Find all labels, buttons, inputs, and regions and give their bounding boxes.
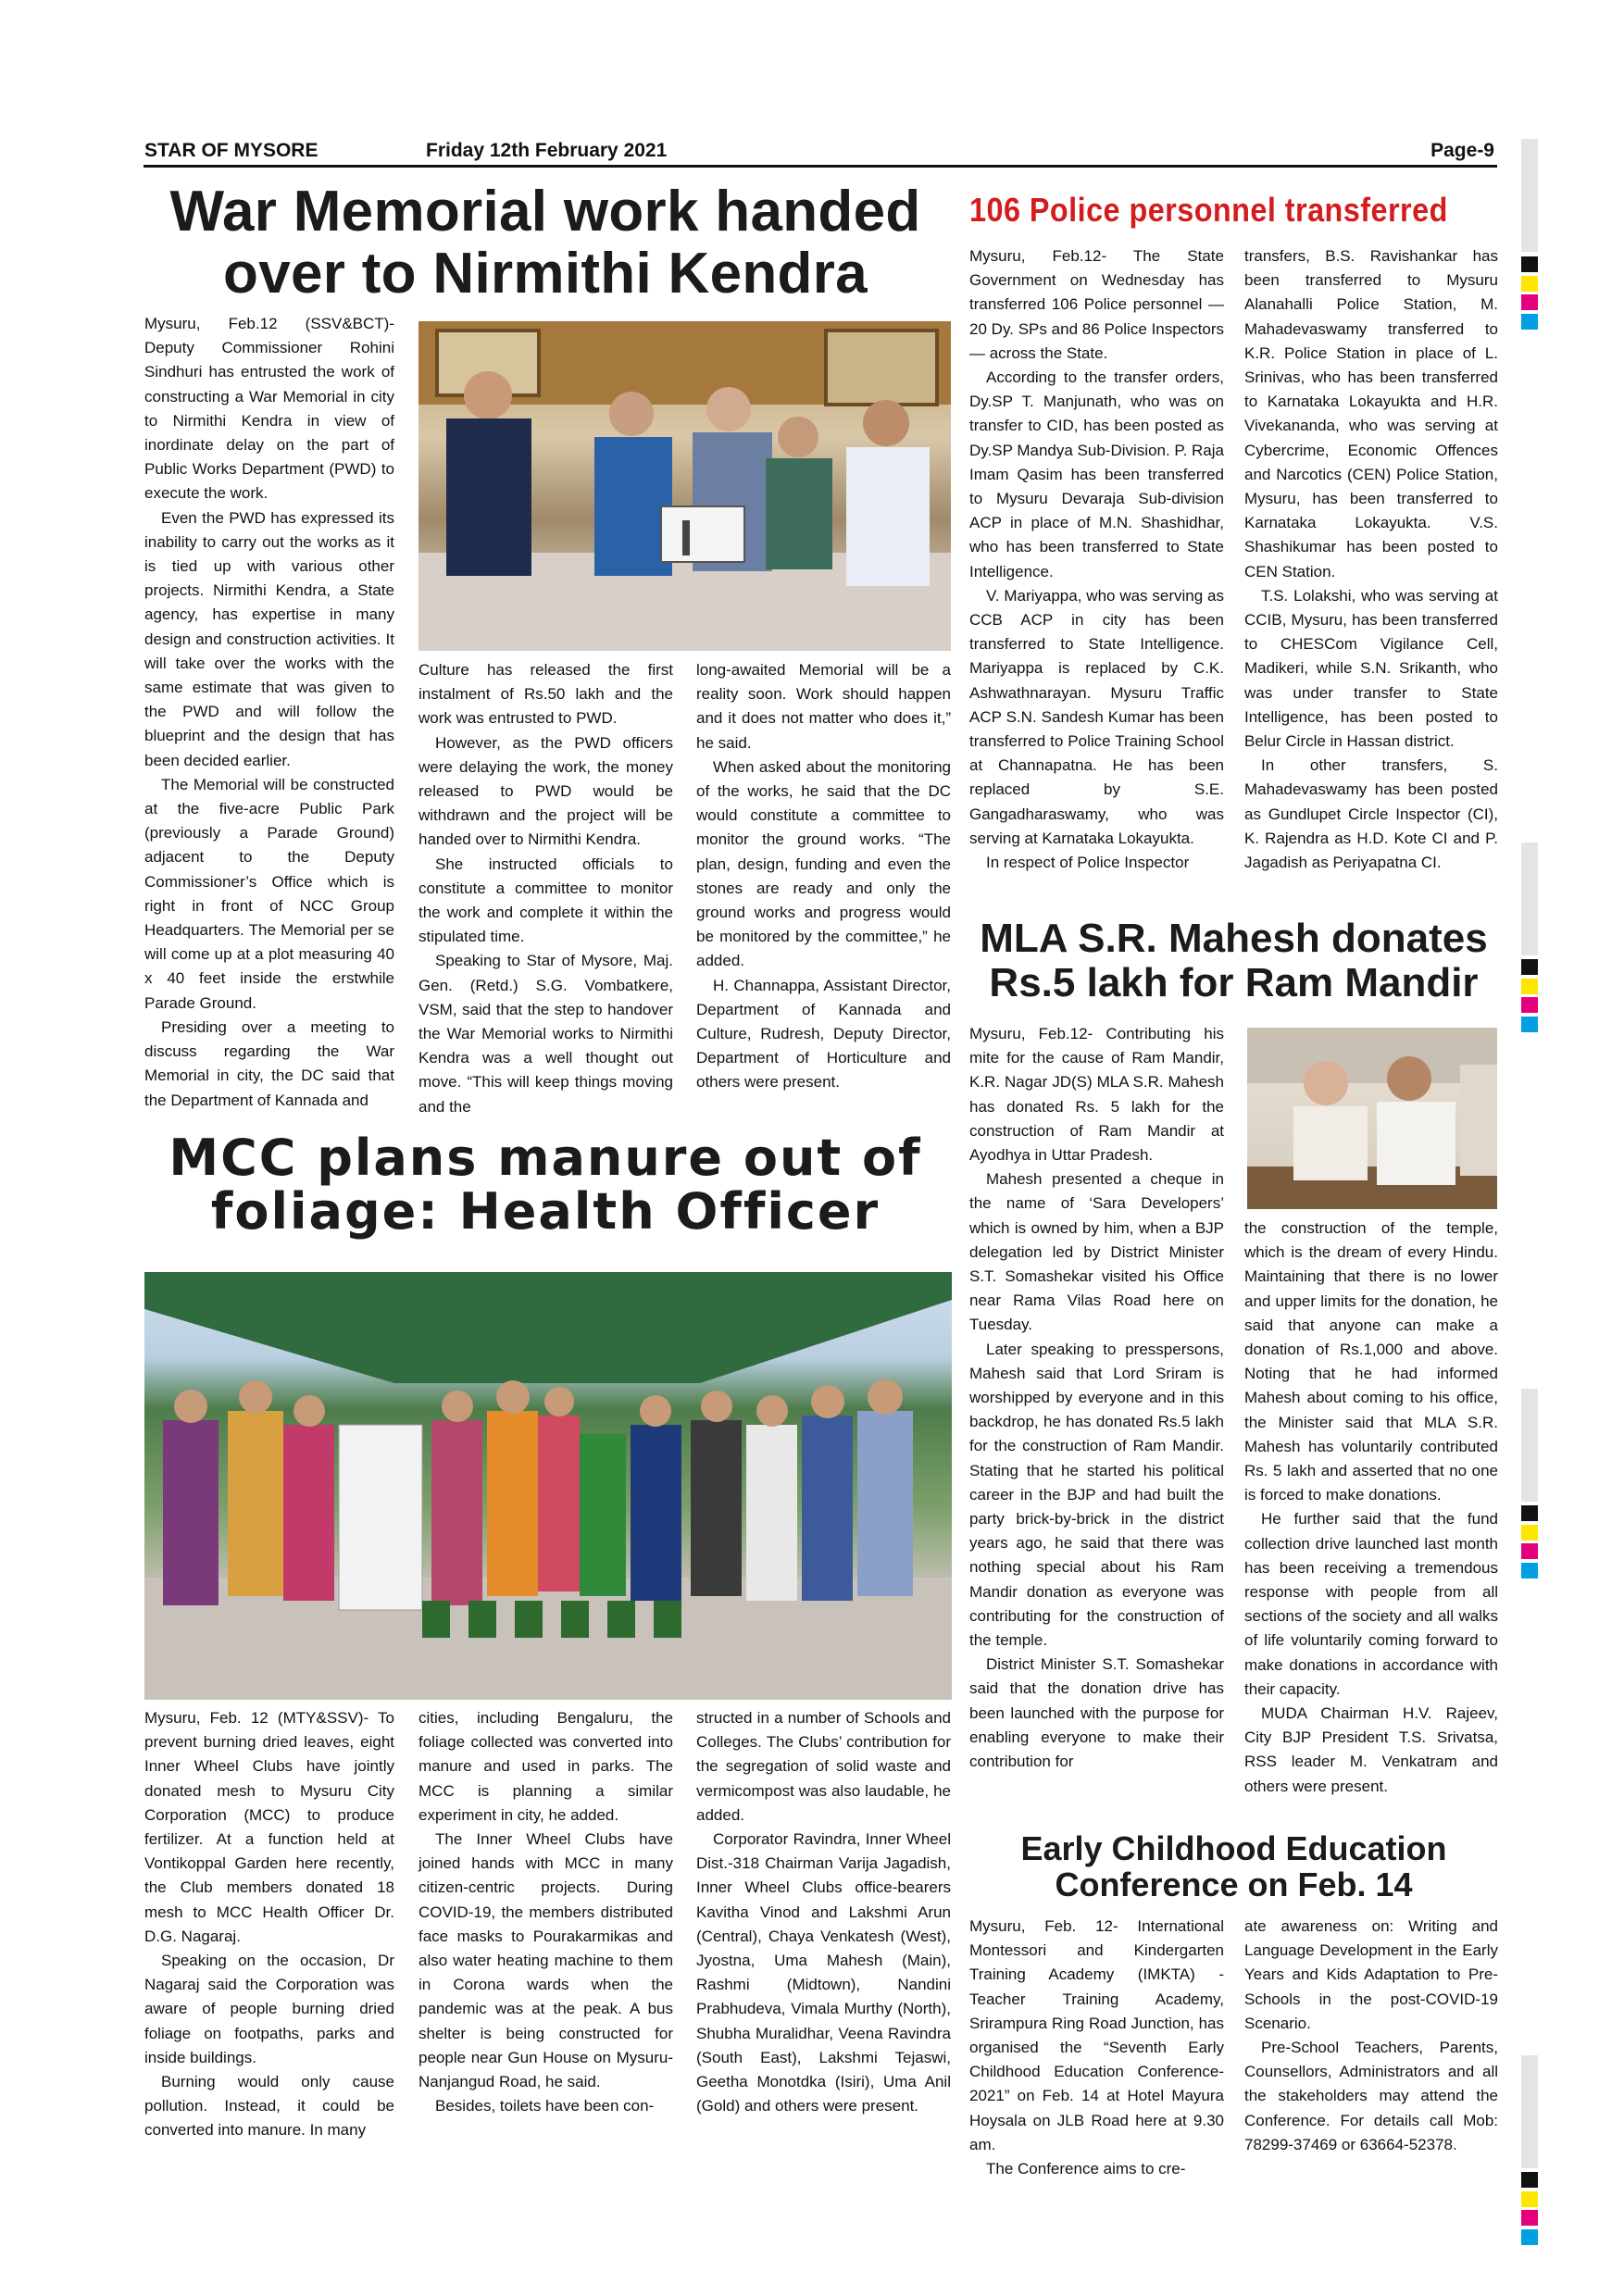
paragraph: The Inner Wheel Clubs have joined hands with MCC in many citizen-centric projects. During COVID-19, the members distributed face masks to Pourakarmikas and also water heating machine to them in Corona wards when the pandemic was at the peak. A bus shelter is being constructed for people near Gun House on Mysuru-Nanjangud Road, he said. xyxy=(418,1830,673,2091)
early-childhood-column-2 xyxy=(1244,1915,1498,2157)
mcc-headline: MCC plans manure out of foliage: Health Officer xyxy=(169,1129,922,1242)
mcc-column-3 xyxy=(696,1706,951,2118)
paragraph: Presiding over a meeting to discuss regarding the War Memorial in city, the DC said that the Department of Kannada and xyxy=(144,1017,394,1109)
paragraph: long-awaited Memorial will be a reality soon. Work should happen and it does not matter who does it,” he said. xyxy=(696,661,951,752)
paragraph: Pre-School Teachers, Parents, Counsellors, Administrators and all the stakeholders may attend the Conference. For details call Mob: 78299-37469 or 63664-52378. xyxy=(1244,2039,1498,2153)
paragraph: Culture has released the first instalment of Rs.50 lakh and the work was entrusted to PWD. xyxy=(418,661,673,728)
paragraph: Later speaking to presspersons, Mahesh said that Lord Sriram is worshipped by everyone and in this backdrop, he has donated Rs.5 lakh for the construction of Ram Mandir. Stating that he started his political career in the BJP and had built the party brick-by-brick in the district years ago, he said that there was nothing special about his Ram Mandir donation as everyone was contributing for the construction of the temple. xyxy=(969,1340,1224,1650)
paragraph: Mysuru, Feb.12 (SSV&BCT)- Deputy Commissioner Rohini Sindhuri has entrusted the work of constructing a War Memorial in city to Nirmithi Kendra in view of inordinate delay on the part of Public Works Department (PWD) to execute the work. xyxy=(144,315,394,503)
war-memorial-headline: War Memorial work handed over to Nirmithi Kendra xyxy=(169,180,921,306)
mla-headline: MLA S.R. Mahesh donates Rs.5 lakh for Ram Mandir xyxy=(980,916,1488,1005)
paragraph: She instructed officials to constitute a committee to monitor the work and complete it within the stipulated time. xyxy=(418,855,673,946)
paragraph: He further said that the fund collection drive launched last month has been receiving a tremendous response with people from all sections of the society and all walks of life voluntarily coming forward to make donations in accordance with their capacity. xyxy=(1244,1510,1498,1698)
paragraph: Burning would only cause pollution. Instead, it could be converted into manure. In many xyxy=(144,2073,394,2140)
paragraph: Speaking on the occasion, Dr Nagaraj said the Corporation was aware of people burning dried foliage on footpaths, parks and inside buildings. xyxy=(144,1952,394,2066)
paragraph: Mysuru, Feb. 12 (MTY&SSV)- To prevent burning dried leaves, eight Inner Wheel Clubs have jointly donated mesh to Mysuru City Corporation (MCC) to produce fertilizer. At a function held at Vontikoppal Garden here recently, the Club members donated 18 mesh to MCC Health Officer Dr. D.G. Nagaraj. xyxy=(144,1709,394,1945)
war-memorial-column-2 xyxy=(418,658,673,1119)
paragraph: transfers, B.S. Ravishankar has been transferred to Mysuru Alanahalli Police Station, M. Mahadevaswamy transferred to K.R. Police Station in place of L. Srinivas, who has been transferred to Karnataka Lokayukta and H.R. Vivekananda, who was serving at Cybercrime, Economic Offences and Narcotics (CEN) Police Station, Mysuru, has been transferred to Karnataka Lokayukta. V.S. Shashikumar has been posted to CEN Station. xyxy=(1244,247,1498,580)
issue-date: Friday 12th February 2021 xyxy=(426,140,668,161)
paragraph: However, as the PWD officers were delaying the work, the money released to PWD would be withdrawn and the project will be handed over to Nirmithi Kendra. xyxy=(418,733,673,849)
paragraph: Mysuru, Feb.12- The State Government on Wednesday has transferred 106 Police personnel — 20 Dy. SPs and 86 Police Inspectors — across the State. xyxy=(969,247,1224,362)
mcc-column-2 xyxy=(418,1706,673,2118)
paragraph: MUDA Chairman H.V. Rajeev, City BJP President T.S. Srivatsa, RSS leader M. Venkatram and others were present. xyxy=(1244,1704,1498,1795)
paragraph: When asked about the monitoring of the works, he said that the DC would constitute a committee to monitor the ground works. “The plan, design, funding and even the stones are ready and only the ground works and progress would be monitored by the committee,” he added. xyxy=(696,757,951,970)
paragraph: cities, including Bengaluru, the foliage collected was converted into manure and used in parks. The MCC is planning a similar experiment in city, he added. xyxy=(418,1709,673,1824)
paragraph: structed in a number of Schools and Colleges. The Clubs’ contribution for the segregation of solid waste and vermicompost was also laudable, he added. xyxy=(696,1709,951,1824)
paragraph: the construction of the temple, which is the dream of every Hindu. Maintaining that there is no lower and upper limits for the donation, he said that anyone can make a donation of Rs.1,000 and above. Noting that he had informed Mahesh about coming to his office, the Minister said that MLA S.R. Mahesh has voluntarily contributed Rs. 5 lakh and asserted that no one is forced to make donations. xyxy=(1244,1219,1498,1504)
early-childhood-column-1 xyxy=(969,1915,1224,2181)
paragraph: Even the PWD has expressed its inability to carry out the works as it is tied up with various other projects. Nirmithi Kendra, a State agency, has expertise in many design and construction activities. It will take over the works with the same estimate that was given to the PWD and will follow the blueprint and the design that has been decided earlier. xyxy=(144,508,394,769)
mla-column-2 xyxy=(1244,1217,1498,1799)
page-number: Page-9 xyxy=(1430,140,1494,161)
mla-photo xyxy=(1247,1028,1497,1209)
police-column-1 xyxy=(969,244,1224,875)
header-rule xyxy=(144,165,1497,168)
early-childhood-headline: Early Childhood Education Conference on Feb. 14 xyxy=(1020,1829,1447,1903)
paragraph: Speaking to Star of Mysore, Maj. Gen. (Retd.) S.G. Vombatkere, VSM, said that the step to handover the War Memorial works to Nirmithi Kendra was a well thought out move. “This will keep things moving and the xyxy=(418,952,673,1116)
paragraph: Mysuru, Feb. 12- International Montessori and Kindergarten Training Academy (IMKTA) - Teacher Training Academy, Srirampura Ring Road Junction, has organised the “Seventh Early Childhood Education Conference-2021” on Feb. 14 at Hotel Mayura Hoysala on JLB Road here at 9.30 am. xyxy=(969,1917,1224,2153)
mla-column-1 xyxy=(969,1022,1224,1774)
paragraph: According to the transfer orders, Dy.SP T. Manjunath, who was on transfer to CID, has been posted as Dy.SP Mandya Sub-Division. P. Raja Imam Qasim has been transferred to Mysuru Devaraja Sub-division ACP in place of M.N. Shashidhar, who has been transferred to State Intelligence. xyxy=(969,368,1224,580)
paragraph: Besides, toilets have been con- xyxy=(435,2097,655,2115)
paragraph: Mysuru, Feb.12- Contributing his mite for the cause of Ram Mandir, K.R. Nagar JD(S) MLA S.R. Mahesh has donated Rs. 5 lakh for the construction of Ram Mandir at Ayodhya in Uttar Pradesh. xyxy=(969,1025,1224,1165)
paragraph: Corporator Ravindra, Inner Wheel Dist.-318 Chairman Varija Jagadish, Inner Wheel Clubs office-bearers Kavitha Vinod and Lakshmi Arun (Central), Chaya Venkatesh (West), Jyostna, Uma Mahesh (Main), Rashmi (Midtown), Nandini Prabhudeva, Vimala Murthy (North), Shubha Muralidhar, Veena Ravindra (South East), Lakshmi Tejaswi, Geetha Monotdka (Isiri), Uma Anil (Gold) and others were present. xyxy=(696,1830,951,2115)
mcc-column-1 xyxy=(144,1706,394,2143)
war-memorial-photo xyxy=(418,321,951,651)
paragraph: Mahesh presented a cheque in the name of ‘Sara Developers’ which is owned by him, when a BJP delegation led by District Minister S.T. Somashekar visited his Office near Rama Vilas Road here on Tuesday. xyxy=(969,1170,1224,1334)
paragraph: The Memorial will be constructed at the five-acre Public Park (previously a Parade Ground) adjacent to the Deputy Commissioner’s Office which is right in front of NCC Group Headquarters. The Memorial per se will come up at a plot measuring 40 x 40 feet inside the erstwhile Parade Ground. xyxy=(144,775,394,1012)
police-column-2 xyxy=(1244,244,1498,875)
paper-name: STAR OF MYSORE xyxy=(144,140,319,161)
paragraph: V. Mariyappa, who was serving as CCB ACP in city has been transferred to State Intelligence. Mariyappa is replaced by C.K. Ashwathnarayan. Mysuru Traffic ACP S.N. Sandesh Kumar has been transferred to Police Training School at Channapatna. He has been replaced by S.E. Gangadharaswamy, who was serving at Karnataka Lokayukta. xyxy=(969,586,1224,847)
police-headline: 106 Police personnel transferred xyxy=(969,191,1448,229)
paragraph: The Conference aims to cre- xyxy=(986,2160,1186,2178)
war-memorial-column-3 xyxy=(696,658,951,1095)
paragraph: H. Channappa, Assistant Director, Department of Kannada and Culture, Rudresh, Deputy Director, Department of Horticulture and others were present. xyxy=(696,976,951,1092)
paragraph: T.S. Lolakshi, who was serving at CCIB, Mysuru, has been transferred to CHESCom Vigilance Cell, Madikeri, while S.N. Srikanth, who was under transfer to State Intelligence, has been posted to Belur Circle in Hassan district. xyxy=(1244,586,1498,751)
paragraph: In other transfers, S. Mahadevaswamy has been posted as Gundlupet Circle Inspector (CI), K. Rajendra as H.D. Kote CI and P. Jagadish as Periyapatna CI. xyxy=(1244,756,1498,872)
paragraph: District Minister S.T. Somashekar said that the donation drive has been launched with the purpose for enabling everyone to make their contribution for xyxy=(969,1655,1224,1771)
war-memorial-column-1 xyxy=(144,312,394,1113)
paragraph: In respect of Police Inspector xyxy=(986,854,1190,872)
paragraph: ate awareness on: Writing and Language Development in the Early Years and Kids Adaptation to Pre-Schools in the post-COVID-19 Scenario. xyxy=(1244,1917,1498,2032)
mcc-group-photo xyxy=(144,1272,952,1700)
